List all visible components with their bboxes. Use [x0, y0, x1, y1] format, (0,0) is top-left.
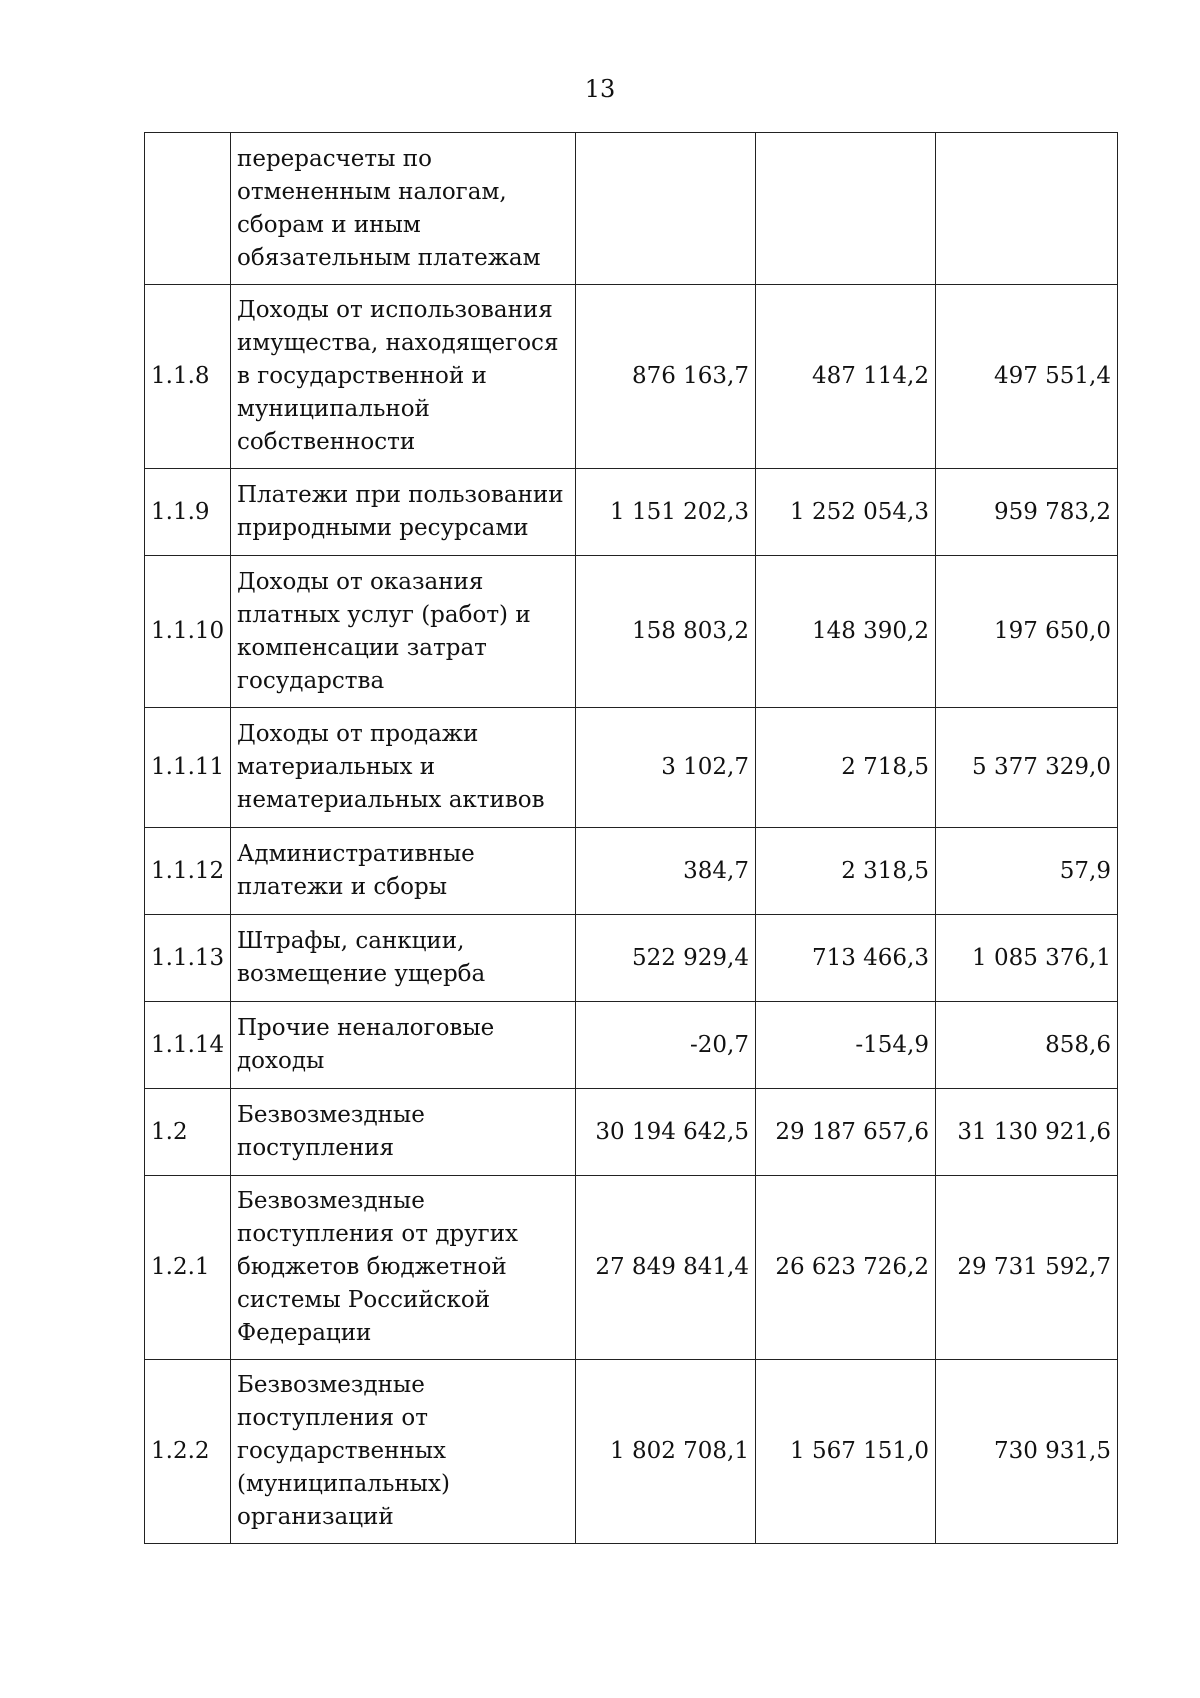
row-name-line: Безвозмездные — [237, 1188, 425, 1214]
row-name-line: поступления — [237, 1135, 395, 1161]
row-value-2: 29 187 657,6 — [756, 1089, 936, 1176]
row-value-1: 384,7 — [576, 828, 756, 915]
row-name — [231, 1360, 576, 1544]
row-name-line: перерасчеты по — [237, 145, 432, 172]
budget-table — [144, 132, 1118, 1544]
row-code: 1.1.14 — [145, 1002, 231, 1089]
row-value-3: 5 377 329,0 — [936, 708, 1118, 828]
row-name-line: нематериальных активов — [237, 787, 545, 813]
row-name-line: отмененным налогам, — [237, 178, 507, 205]
table-row — [145, 133, 1118, 285]
table-row — [145, 1002, 1118, 1089]
row-value-2: 148 390,2 — [756, 556, 936, 708]
row-name-line: муниципальной — [237, 396, 430, 422]
row-name-line: организаций — [237, 1504, 394, 1530]
row-name — [231, 828, 576, 915]
row-name-line: Административные — [237, 841, 475, 867]
row-name — [231, 556, 576, 708]
row-code: 1.2 — [145, 1089, 231, 1176]
row-name — [231, 133, 576, 285]
row-name-line: Безвозмездные — [237, 1102, 425, 1128]
row-name-line: Безвозмездные — [237, 1372, 425, 1398]
row-name-line: сборам и иным — [237, 211, 421, 238]
row-value-1: -20,7 — [576, 1002, 756, 1089]
row-value-3: 31 130 921,6 — [936, 1089, 1118, 1176]
row-code: 1.1.11 — [145, 708, 231, 828]
row-value-2: 713 466,3 — [756, 915, 936, 1002]
row-code: 1.1.8 — [145, 285, 231, 469]
row-name — [231, 1002, 576, 1089]
row-value-2 — [756, 133, 936, 285]
row-value-1: 1 802 708,1 — [576, 1360, 756, 1544]
row-name-line: (муниципальных) — [237, 1471, 450, 1497]
row-code: 1.1.9 — [145, 469, 231, 556]
table-row — [145, 556, 1118, 708]
table-row — [145, 1089, 1118, 1176]
table-row — [145, 828, 1118, 915]
row-code: 1.1.10 — [145, 556, 231, 708]
row-value-1 — [576, 133, 756, 285]
row-code: 1.1.13 — [145, 915, 231, 1002]
row-name-line: Федерации — [237, 1320, 372, 1346]
row-name-line: Доходы от оказания — [237, 568, 484, 595]
row-value-3: 497 551,4 — [936, 285, 1118, 469]
row-value-1: 3 102,7 — [576, 708, 756, 828]
row-name — [231, 708, 576, 828]
row-name-line: государственных — [237, 1438, 447, 1464]
table-row — [145, 1360, 1118, 1544]
row-name-line: поступления от других — [237, 1221, 518, 1247]
row-value-3: 1 085 376,1 — [936, 915, 1118, 1002]
row-value-1: 522 929,4 — [576, 915, 756, 1002]
row-code: 1.2.1 — [145, 1176, 231, 1360]
row-value-2: -154,9 — [756, 1002, 936, 1089]
row-name-line: Штрафы, санкции, — [237, 928, 465, 954]
row-value-2: 2 318,5 — [756, 828, 936, 915]
table-row — [145, 915, 1118, 1002]
row-value-2: 26 623 726,2 — [756, 1176, 936, 1360]
row-name-line: имущества, находящегося — [237, 330, 559, 356]
row-value-2: 487 114,2 — [756, 285, 936, 469]
row-code: 1.2.2 — [145, 1360, 231, 1544]
row-value-1: 30 194 642,5 — [576, 1089, 756, 1176]
row-value-1: 1 151 202,3 — [576, 469, 756, 556]
row-value-1: 876 163,7 — [576, 285, 756, 469]
row-name-line: природными ресурсами — [237, 515, 529, 541]
row-value-3: 959 783,2 — [936, 469, 1118, 556]
table-row — [145, 1176, 1118, 1360]
row-value-3: 29 731 592,7 — [936, 1176, 1118, 1360]
row-name — [231, 285, 576, 469]
row-name — [231, 915, 576, 1002]
row-value-3: 730 931,5 — [936, 1360, 1118, 1544]
row-value-3: 197 650,0 — [936, 556, 1118, 708]
row-name — [231, 1176, 576, 1360]
row-name-line: материальных и — [237, 754, 436, 780]
row-value-3: 858,6 — [936, 1002, 1118, 1089]
row-name-line: компенсации затрат — [237, 634, 487, 661]
row-value-2: 1 252 054,3 — [756, 469, 936, 556]
row-value-2: 1 567 151,0 — [756, 1360, 936, 1544]
table-row — [145, 285, 1118, 469]
row-name-line: Платежи при пользовании — [237, 482, 564, 508]
row-name-line: системы Российской — [237, 1287, 491, 1313]
row-value-1: 27 849 841,4 — [576, 1176, 756, 1360]
row-code: 1.1.12 — [145, 828, 231, 915]
row-value-2: 2 718,5 — [756, 708, 936, 828]
row-name-line: Доходы от использования — [237, 297, 553, 323]
row-name — [231, 469, 576, 556]
table-row — [145, 469, 1118, 556]
table-row — [145, 708, 1118, 828]
row-name-line: бюджетов бюджетной — [237, 1254, 507, 1280]
row-name-line: доходы — [237, 1048, 325, 1074]
row-name-line: обязательным платежам — [237, 244, 541, 271]
row-code — [145, 133, 231, 285]
row-name-line: поступления от — [237, 1405, 428, 1431]
page-number: 13 — [584, 75, 616, 103]
row-name — [231, 1089, 576, 1176]
row-name-line: государства — [237, 667, 385, 694]
table-body — [145, 133, 1118, 1544]
row-value-3 — [936, 133, 1118, 285]
row-name-line: Доходы от продажи — [237, 721, 479, 747]
row-value-1: 158 803,2 — [576, 556, 756, 708]
row-name-line: в государственной и — [237, 363, 487, 389]
row-value-3: 57,9 — [936, 828, 1118, 915]
row-name-line: платежи и сборы — [237, 874, 448, 900]
row-name-line: собственности — [237, 429, 416, 455]
row-name-line: Прочие неналоговые — [237, 1015, 495, 1041]
row-name-line: возмещение ущерба — [237, 961, 486, 987]
row-name-line: платных услуг (работ) и — [237, 601, 531, 628]
